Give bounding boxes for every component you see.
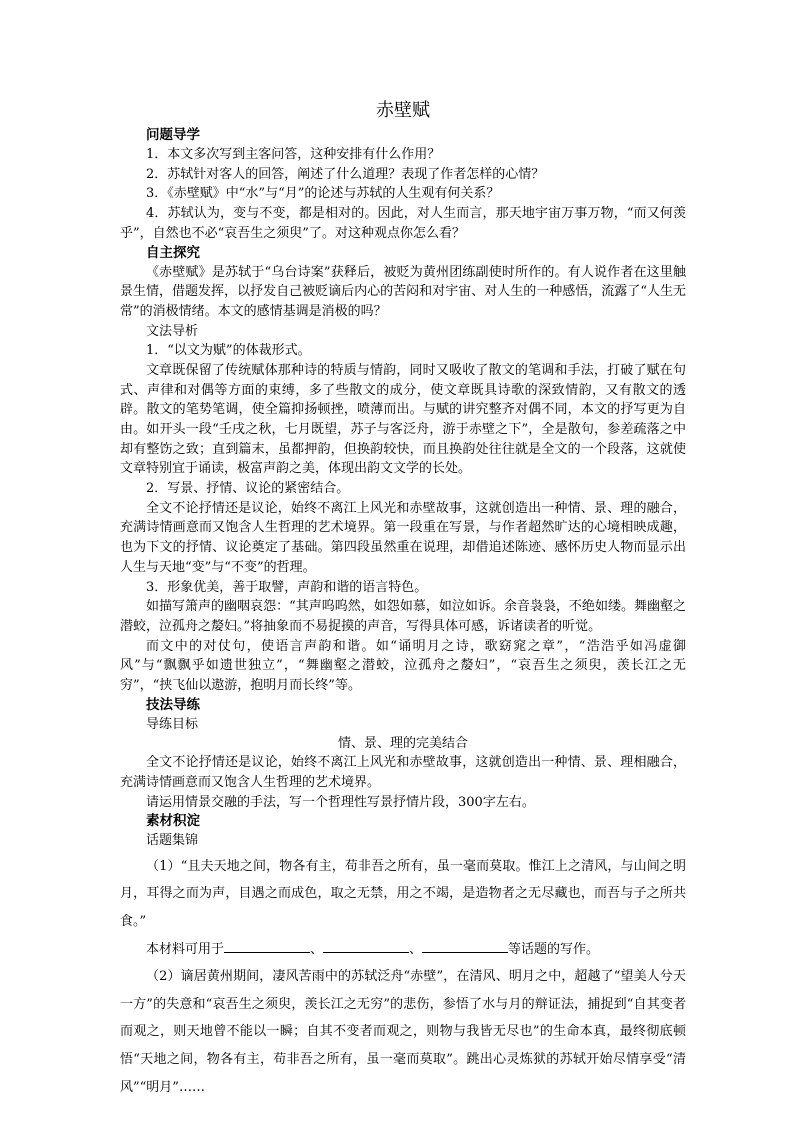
question-4: 4．苏轼认为，变与不变，都是相对的。因此，对人生而言，那天地宇宙万事万物，“而又何羡乎”，自然也不必“哀吾生之须臾”了。对这种观点你怎么看？ — [120, 206, 686, 241]
separator-2: 、 — [409, 941, 423, 957]
question-2: 2．苏轼针对客人的回答，阐述了什么道理？表现了作者怎样的心情？ — [146, 166, 545, 182]
section-heading-self-inquiry: 自主探究 — [146, 244, 200, 261]
practice-paragraph-1: 全文不论抒情还是议论，始终不离江上风光和赤壁故事，这就创造出一种情、景、理相融合，充满诗情画意而又饱含人生哲理的艺术境界。 — [120, 755, 686, 790]
analysis-paragraph-3: 如描写箫声的幽咽哀怨：“其声呜呜然，如怨如慕，如泣如诉。余音袅袅，不绝如缕。舞幽壑之潜蛟，泣孤舟之嫠妇。”将抽象而不易捉摸的声音，写得具体可感，诉诸读者的听觉。 — [120, 599, 686, 634]
analysis-paragraph-1: 文章既保留了传统赋体那种诗的特质与情韵，同时又吸收了散文的笔调和手法，打破了赋在句式、声律和对偶等方面的束缚，多了些散文的成分，使文章既具诗歌的深致情韵，又有散文的透辟。散文的笔势笔调，使全篇抑扬顿挫，喷薄而出。与赋的讲究整齐对偶不同，本文的抒写更为自由。如开头一段“壬戌之秋，七月既望，苏子与客泛舟，游于赤壁之下”，全是散句，参差疏落之中却有整饬之致；直到篇末，虽都押韵，但换韵较快，而且换韵处往往就是全文的一个段落，这就使文章特别宜于诵读，极富声韵之美，体现出韵文文学的长处。 — [120, 362, 686, 477]
section-heading-problem-guide: 问题导学 — [146, 127, 200, 143]
separator-1: 、 — [310, 941, 324, 957]
topic-blank-3[interactable] — [422, 939, 508, 953]
material-usage-line — [120, 936, 686, 964]
analysis-point-3: 3．形象优美，善于取譬，声韵和谐的语言特色。 — [146, 579, 428, 595]
usage-suffix: 等话题的写作。 — [508, 941, 600, 957]
usage-prefix: 本材料可用于 — [146, 941, 225, 957]
practice-paragraph-2: 请运用情景交融的手法，写一个哲理性写景抒情片段，300字左右。 — [146, 794, 535, 810]
subheading-topic-collection: 话题集锦 — [146, 833, 199, 849]
inquiry-paragraph: 《赤壁赋》是苏轼于“乌台诗案”获释后，被贬为黄州团练副使时所作的。有人说作者在这里触景生情，借题发挥，以抒发自己被贬谪后内心的苦闷和对宇宙、对人生的一种感悟，流露了“人生无常”的消极情绪。本文的感情基调是消极的吗？ — [120, 264, 686, 319]
material-item-1: （1）“且夫天地之间，物各有主，苟非吾之所有，虽一毫而莫取。惟江上之清风，与山间之明月，耳得之而为声，目遇之而成色，取之无禁，用之不竭，是造物者之无尽藏也，而吾与子之所共食。” — [120, 858, 686, 930]
material-item-2: （2）谪居黄州期间，凄风苦雨中的苏轼泛舟“赤壁”，在清风、明月之中，超越了“望美人兮天一方”的失意和“哀吾生之须臾，羡长江之无穷”的悲伤，参悟了水与月的辩证法，捕捉到“自其变者而观之，则天地曾不能以一瞬；自其不变者而观之，则物与我皆无尽也”的生命本真，最终彻底顿悟“天地之间，物各有主，苟非吾之所有，虽一毫而莫取”。跳出心灵炼狱的苏轼开始尽情享受“清风”“明月”…… — [120, 969, 686, 1095]
section-heading-material: 素材积淀 — [146, 813, 200, 830]
document-page — [120, 96, 686, 1101]
topic-blank-2[interactable] — [323, 939, 409, 953]
analysis-paragraph-2: 全文不论抒情还是议论，始终不离江上风光和赤壁故事，这就创造出一种情、景、理的融合，充满诗情画意而又饱含人生哲理的艺术境界。第一段重在写景，与作者超然旷达的心境相映成趣，也为下文的抒情、议论奠定了基础。第四段虽然重在说理，却借追述陈迹、感怀历史人物而显示出人生与天地“变”与“不变”的哲理。 — [120, 500, 686, 575]
analysis-paragraph-4: 而文中的对仗句，使语言声韵和谐。如“诵明月之诗，歌窈窕之章”，“浩浩乎如冯虚御风”与“飘飘乎如遗世独立”，“舞幽壑之潜蛟，泣孤舟之嫠妇”，“哀吾生之须臾，羡长江之无穷”，“挟飞仙以遨游，抱明月而长终”等。 — [120, 638, 686, 694]
analysis-point-1: 1．“以文为赋”的体裁形式。 — [146, 343, 311, 359]
topic-blank-1[interactable] — [224, 939, 310, 953]
subheading-practice-goal: 导练目标 — [146, 716, 199, 732]
analysis-point-2: 2．写景、抒情、议论的紧密结合。 — [146, 481, 350, 497]
question-1: 1．本文多次写到主客问答，这种安排有什么作用？ — [146, 147, 441, 162]
question-3: 3．《赤壁赋》中“水”与“月”的论述与苏轼的人生观有何关系？ — [146, 186, 500, 202]
practice-goal-title: 情、景、理的完美结合 — [337, 736, 468, 752]
page-title: 赤壁赋 — [376, 100, 430, 121]
section-heading-technique-practice: 技法导练 — [146, 696, 200, 713]
subheading-text-analysis: 文法导析 — [146, 323, 199, 339]
